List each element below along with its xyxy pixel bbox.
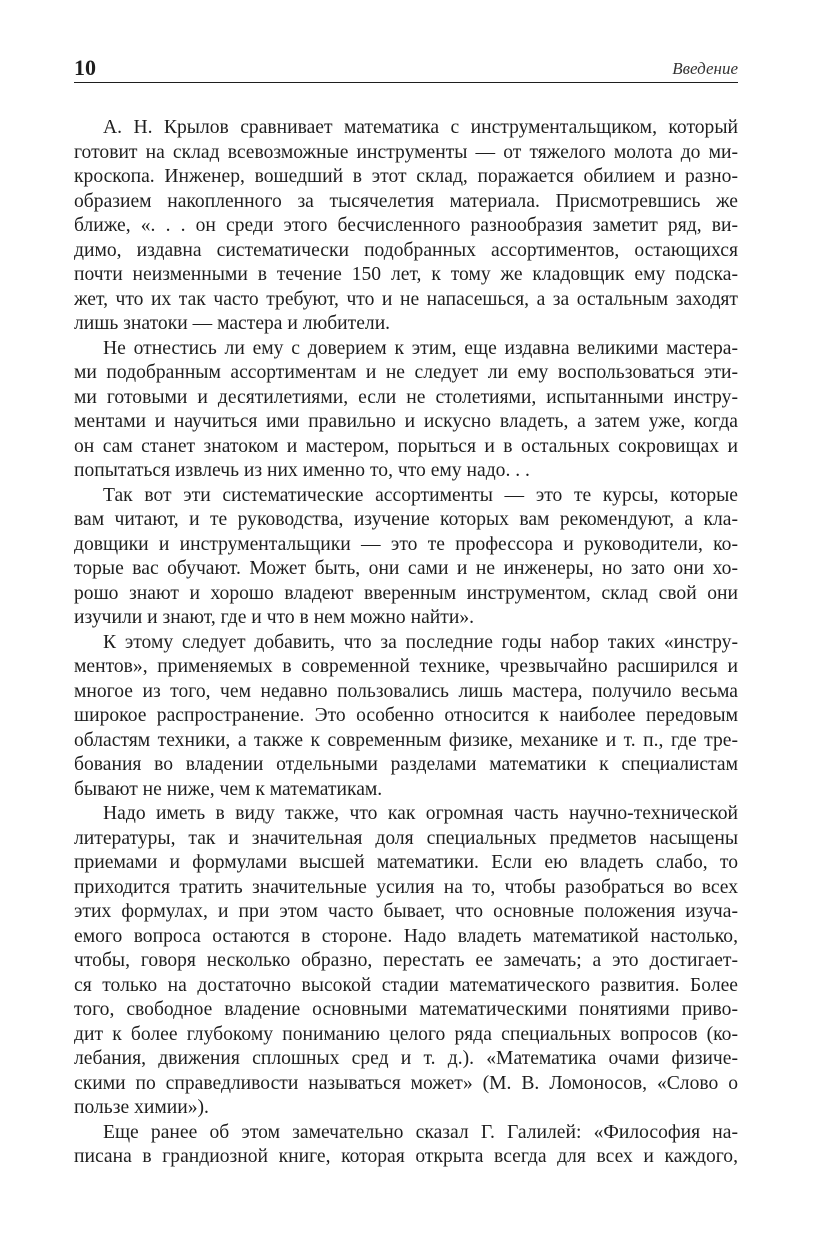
- text-line: этих формулах, и при этом часто бывает, что основные положения изуча-: [74, 901, 738, 922]
- text-line: пользе химии»).: [74, 1097, 209, 1118]
- text-line: областям техники, а также к современным физике, механике и т. п., где тре-: [74, 729, 738, 751]
- text-line: емого вопроса остаются в стороне. Надо владеть математикой настолько,: [74, 925, 738, 947]
- text-line: образием накопленного за тысячелетия материала. Присмотревшись же: [74, 190, 738, 212]
- text-line: Еще ранее об этом замечательно сказал Г. Галилей: «Философия на-: [103, 1121, 738, 1143]
- text-line: А. Н. Крылов сравнивает математика с инструментальщиком, который: [103, 117, 738, 138]
- text-line: попытаться извлечь из них именно то, что ему надо. . .: [74, 460, 530, 481]
- body-text: [74, 116, 738, 1170]
- text-line: димо, издавна систематически подобранных ассортиментов, остающихся: [74, 239, 738, 261]
- text-line: он сам станет знатоком и мастером, порыться и в остальных сокровищах и: [74, 435, 738, 457]
- text-line: ся только на достаточно высокой стадии математического развития. Более: [74, 974, 738, 996]
- paragraph: [74, 484, 738, 631]
- text-line: ближе, «. . . он среди этого бесчисленного разнообразия заметит ряд, ви-: [74, 215, 738, 236]
- text-line: жет, что их так часто требуют, что и не напасешься, а за остальным заходят: [74, 288, 738, 310]
- text-line: изучили и знают, где и что в нем можно найти».: [74, 607, 475, 628]
- text-line: приемами и формулами высшей математики. Если ею владеть слабо, то: [74, 852, 738, 873]
- text-line: Так вот эти систематические ассортименты — это те курсы, которые: [103, 484, 738, 506]
- text-line: кроскопа. Инженер, вошедший в этот склад, поражается обилием и разно-: [74, 166, 738, 187]
- text-line: лишь знатоки — мастера и любители.: [74, 313, 391, 334]
- text-line: К этому следует добавить, что за последние годы набор таких «инстру-: [103, 631, 738, 653]
- text-line: скими по справедливости называться может» (М. В. Ломоносов, «Слово о: [74, 1072, 738, 1094]
- text-line: почти неизменными в течение 150 лет, к тому же кладовщик ему подска-: [74, 264, 738, 285]
- header-rule: [74, 82, 738, 83]
- paragraph: [74, 116, 738, 337]
- page-header: [74, 54, 738, 82]
- text-line: торые вас обучают. Может быть, они сами и не инженеры, но зато они хо-: [74, 558, 738, 579]
- text-line: чтобы, говоря несколько образно, перестать ее замечать; а это достигает-: [74, 950, 738, 971]
- text-line: лебания, движения сплошных сред и т. д.). «Математика очами физиче-: [74, 1048, 738, 1069]
- text-line: дит к более глубокому пониманию целого ряда специальных вопросов (ко-: [74, 1023, 738, 1045]
- text-line: ментов», применяемых в современной технике, чрезвычайно расширился и: [74, 656, 738, 677]
- running-head: Введение: [672, 59, 738, 78]
- text-line: широкое распространение. Это особенно относится к наиболее передовым: [74, 705, 738, 726]
- page-number: 10: [74, 55, 96, 80]
- text-line: ментами и научиться ими правильно и искусно владеть, а затем уже, когда: [74, 411, 738, 432]
- text-line: приходится тратить значительные усилия на то, чтобы разобраться во всех: [74, 876, 738, 898]
- text-line: Надо иметь в виду также, что как огромная часть научно-технической: [103, 803, 738, 824]
- text-line: бывают не ниже, чем к математикам.: [74, 778, 383, 800]
- text-line: рошо знают и хорошо владеют вверенным инструментом, склад свой они: [74, 582, 738, 604]
- text-line: ми подобранным ассортиментам и не следует ли ему воспользоваться эти-: [74, 362, 738, 383]
- text-line: писана в грандиозной книге, которая открыта всегда для всех и каждого,: [74, 1146, 738, 1167]
- text-line: Не отнестись ли ему с доверием к этим, еще издавна великими мастера-: [103, 337, 738, 359]
- text-line: довщики и инструментальщики — это те профессора и руководители, ко-: [74, 533, 738, 555]
- text-line: многое из того, чем недавно пользовались лишь мастера, получило весьма: [74, 680, 738, 702]
- paragraph: [74, 802, 738, 1121]
- paragraph: [74, 1121, 738, 1170]
- text-line: бования во владении отдельными разделами математики к специалистам: [74, 754, 738, 775]
- text-line: ми готовыми и десятилетиями, если не столетиями, испытанными инстру-: [74, 386, 738, 408]
- text-line: того, свободное владение основными математическими понятиями приво-: [74, 999, 738, 1020]
- text-line: вам читают, и те руководства, изучение которых вам рекомендуют, а кла-: [74, 509, 738, 530]
- text-line: литературы, так и значительная доля специальных предметов насыщены: [74, 827, 738, 849]
- paragraph: [74, 631, 738, 803]
- paragraph: [74, 337, 738, 484]
- text-line: готовит на склад всевозможные инструменты — от тяжелого молота до ми-: [74, 141, 738, 163]
